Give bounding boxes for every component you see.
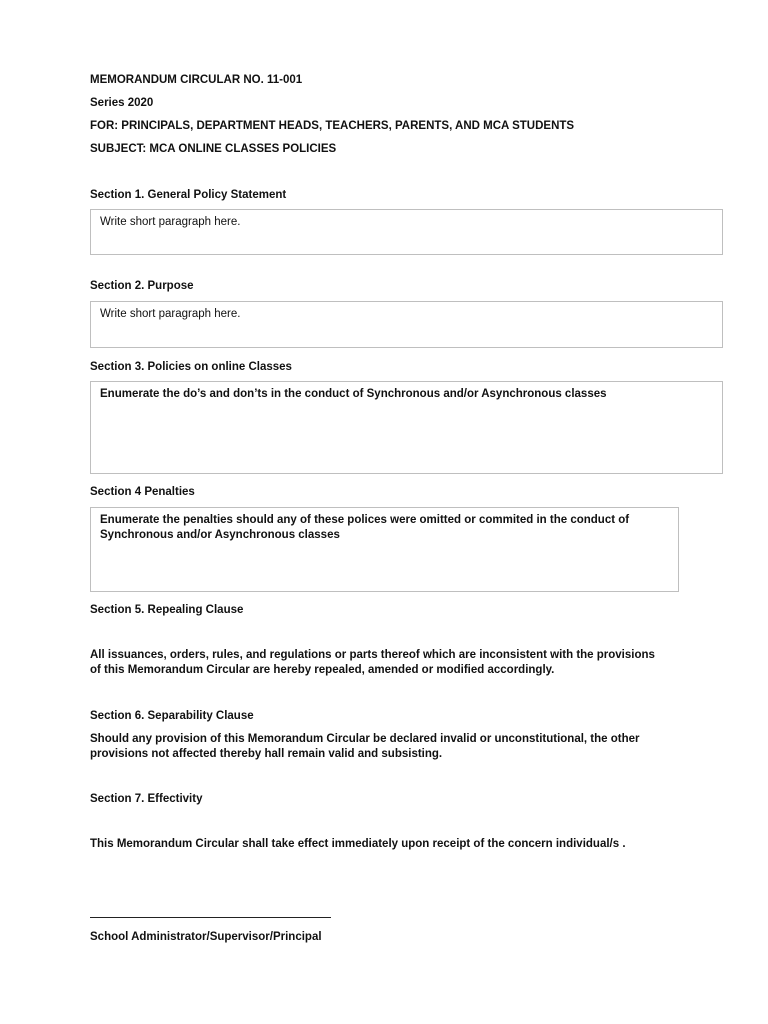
section-3-box[interactable]	[90, 381, 723, 474]
section-2-heading: Section 2. Purpose	[90, 280, 194, 292]
section-5-line-2: of this Memorandum Circular are hereby repealed, amended or modified accordingly.	[90, 664, 555, 676]
section-5-heading: Section 5. Repealing Clause	[90, 604, 244, 616]
section-1-box-text: Write short paragraph here.	[100, 216, 241, 228]
section-4-box[interactable]	[90, 507, 679, 592]
section-4-box-line-2: Synchronous and/or Asynchronous classes	[100, 529, 340, 541]
section-3-box-text: Enumerate the do’s and don’ts in the conduct of Synchronous and/or Asynchronous classes	[100, 388, 607, 400]
section-5-text	[90, 648, 670, 678]
section-6-line-1: Should any provision of this Memorandum Circular be declared invalid or unconstitutional, the other	[90, 733, 640, 745]
section-2-box-text: Write short paragraph here.	[100, 308, 241, 320]
memo-subject: SUBJECT: MCA ONLINE CLASSES POLICIES	[90, 143, 337, 155]
memo-series: Series 2020	[90, 97, 154, 109]
section-4-box-line-1: Enumerate the penalties should any of these polices were omitted or commited in the conduct of	[100, 514, 630, 526]
memo-recipients: FOR: PRINCIPALS, DEPARTMENT HEADS, TEACHERS, PARENTS, AND MCA STUDENTS	[90, 120, 575, 132]
section-2-box[interactable]	[90, 301, 723, 348]
section-4-box-text	[100, 513, 669, 543]
signature-title: School Administrator/Supervisor/Principal	[90, 931, 322, 943]
section-7-text: This Memorandum Circular shall take effect immediately upon receipt of the concern individual/s .	[90, 838, 626, 850]
memo-number: MEMORANDUM CIRCULAR NO. 11-001	[90, 74, 303, 86]
section-7-heading: Section 7. Effectivity	[90, 793, 203, 805]
section-4-heading: Section 4 Penalties	[90, 486, 195, 498]
section-1-heading: Section 1. General Policy Statement	[90, 189, 287, 201]
section-1-box[interactable]	[90, 209, 723, 255]
signature-line	[90, 917, 331, 918]
section-3-heading: Section 3. Policies on online Classes	[90, 361, 292, 373]
section-6-line-2: provisions not affected thereby hall remain valid and subsisting.	[90, 748, 443, 760]
section-6-text	[90, 732, 670, 762]
section-6-heading: Section 6. Separability Clause	[90, 710, 254, 722]
section-5-line-1: All issuances, orders, rules, and regulations or parts thereof which are inconsistent with the provisions	[90, 649, 655, 661]
